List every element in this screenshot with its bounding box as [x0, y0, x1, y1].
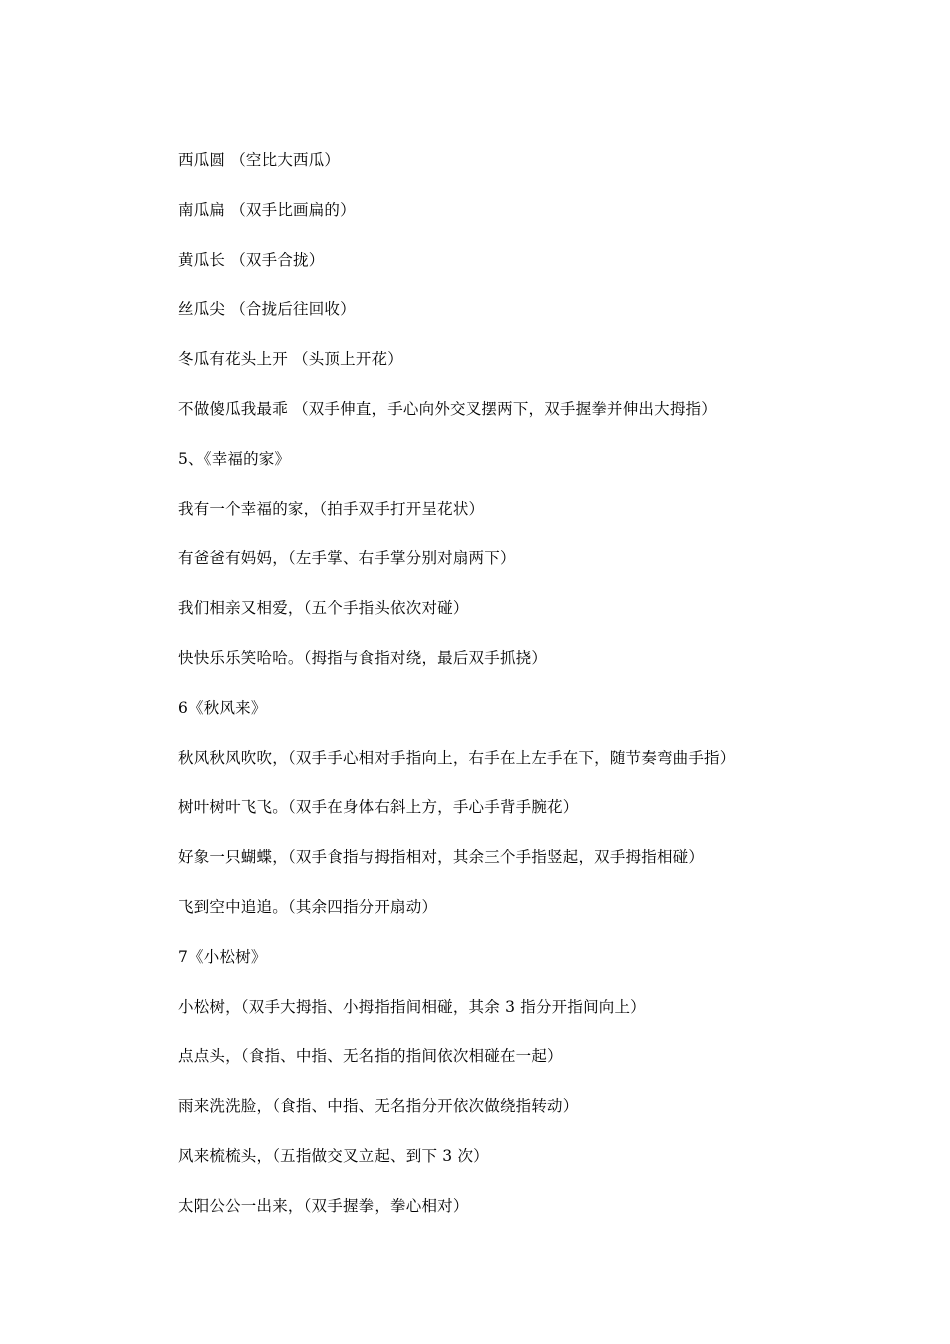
text-line: 小松树，（双手大拇指、小拇指指间相碰，其余 3 指分开指间向上） [178, 997, 646, 1016]
text-line: 我有一个幸福的家，（拍手双手打开呈花状） [178, 499, 485, 518]
text-line: 树叶树叶飞飞。（双手在身体右斜上方，手心手背手腕花） [178, 798, 579, 817]
section-heading: 6《秋风来》 [178, 698, 267, 717]
text-line: 太阳公公一出来，（双手握拳，拳心相对） [178, 1196, 469, 1215]
text-line: 好象一只蝴蝶，（双手食指与拇指相对，其余三个手指竖起，双手拇指相碰） [178, 848, 705, 867]
text-line: 冬瓜有花头上开 （头顶上开花） [178, 350, 403, 369]
text-line: 雨来洗洗脸，（食指、中指、无名指分开依次做绕指转动） [178, 1097, 579, 1116]
text-line: 南瓜扁 （双手比画扁的） [178, 200, 356, 219]
text-line: 不做傻瓜我最乖 （双手伸直，手心向外交叉摆两下，双手握拳并伸出大拇指） [178, 399, 717, 418]
text-line: 秋风秋风吹吹，（双手手心相对手指向上，右手在上左手在下，随节奏弯曲手指） [178, 748, 736, 767]
text-line: 风来梳梳头，（五指做交叉立起、到下 3 次） [178, 1146, 489, 1165]
text-line: 点点头，（食指、中指、无名指的指间依次相碰在一起） [178, 1047, 563, 1066]
text-line: 我们相亲又相爱，（五个手指头依次对碰） [178, 599, 469, 618]
text-line: 黄瓜长 （双手合拢） [178, 250, 325, 269]
text-line: 快快乐乐笑哈哈。（拇指与食指对绕，最后双手抓挠） [178, 648, 548, 667]
text-line: 西瓜圆 （空比大西瓜） [178, 151, 341, 169]
text-line: 丝瓜尖 （合拢后往回收） [178, 300, 356, 319]
section-heading: 7《小松树》 [178, 947, 267, 966]
document-body [178, 148, 878, 1244]
text-line: 飞到空中追追。（其余四指分开扇动） [178, 897, 438, 916]
text-line: 有爸爸有妈妈，（左手掌、右手掌分别对扇两下） [178, 549, 516, 568]
section-heading: 5、《幸福的家》 [178, 449, 291, 468]
